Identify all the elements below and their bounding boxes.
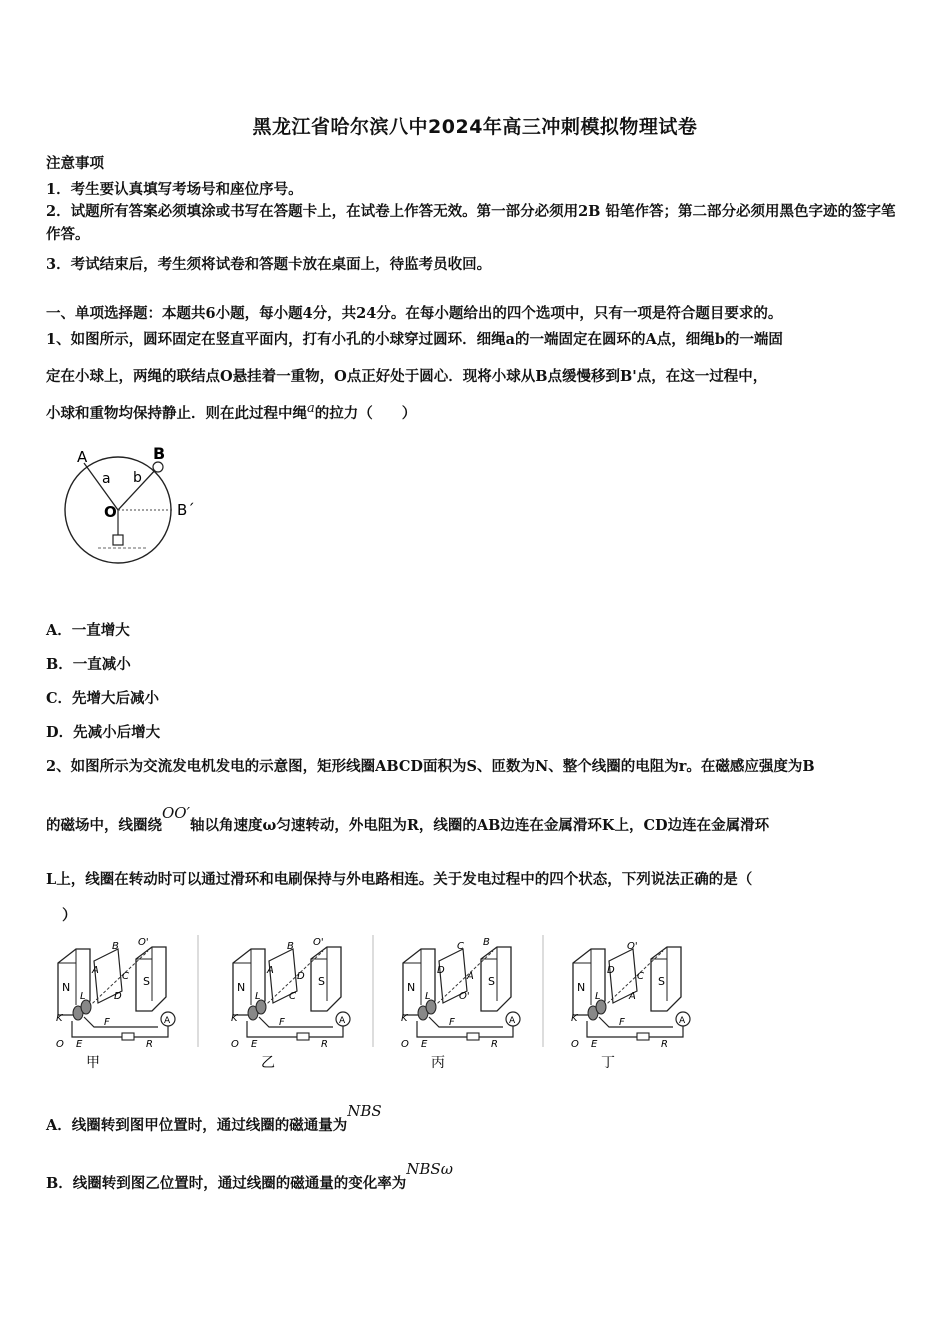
label-coil-1: A [92, 965, 99, 976]
q2-option-b [46, 1160, 453, 1193]
label-coil-1: D [437, 965, 445, 976]
label-top-1: O' [627, 941, 638, 952]
q2-option-a-formula: NBS [347, 1102, 382, 1120]
label-n: N [62, 981, 71, 994]
label-a: a [102, 471, 111, 487]
label-ammeter: A [509, 1016, 516, 1026]
label-l: L [425, 991, 431, 1002]
label-e: E [421, 1039, 428, 1050]
notice-item-2: 2．试题所有答案必须填涂或书写在答题卡上，在试卷上作答无效。第一部分必须用2B 铅笔作答；第二部分必须用黑色字迹的签字笔作答。 [46, 203, 896, 243]
magnet-south [311, 947, 341, 1011]
label-ammeter: A [339, 1016, 346, 1026]
label-o: O [571, 1039, 579, 1050]
q1-var-a: a [307, 401, 315, 416]
label-B-prime: B´ [177, 501, 195, 519]
label-coil-1: D [607, 965, 615, 976]
panel-caption: 乙 [261, 1055, 275, 1071]
circuit-wire [417, 1017, 513, 1037]
label-o: O [56, 1039, 64, 1050]
label-coil-3: A [629, 991, 636, 1002]
q1-line-3-pre: 小球和重物均保持静止．则在此过程中绳 [46, 404, 307, 422]
magnet-south [481, 947, 511, 1011]
slip-ring-l [596, 1000, 606, 1014]
q1-line-3-post: 的拉力（ ） [314, 404, 417, 422]
label-k: K [571, 1013, 578, 1024]
resistor [637, 1033, 649, 1040]
label-f: F [449, 1017, 455, 1028]
label-O: O [104, 503, 117, 521]
magnet-south [136, 947, 166, 1011]
label-l: L [595, 991, 601, 1002]
label-coil-2: D [297, 971, 305, 982]
generator-panel-yi [223, 935, 393, 1075]
label-n: N [577, 981, 586, 994]
circuit-wire [587, 1017, 683, 1037]
label-ammeter: A [164, 1016, 171, 1026]
q1-option-c: C．先增大后减小 [46, 690, 160, 707]
label-coil-3: D [114, 991, 122, 1002]
label-coil-2: C [637, 971, 644, 982]
label-top-1: C [457, 941, 464, 952]
label-o: O [231, 1039, 239, 1050]
label-f: F [619, 1017, 625, 1028]
slip-ring-l [81, 1000, 91, 1014]
label-b: b [133, 470, 142, 486]
label-l: L [255, 991, 261, 1002]
q1-line-1: 1、如图所示，圆环固定在竖直平面内，打有小孔的小球穿过圆环．细绳a的一端固定在圆环的A点，细绳b的一端固 [46, 331, 783, 348]
generator-panel-bing [393, 935, 563, 1075]
label-coil-2: C [122, 971, 129, 982]
label-s: S [143, 975, 150, 988]
label-coil-1: A [267, 965, 274, 976]
label-l: L [80, 991, 86, 1002]
panel-caption: 甲 [86, 1055, 100, 1071]
label-coil-2: A [467, 971, 474, 982]
label-B: B [153, 444, 166, 463]
panel-caption: 丙 [431, 1055, 445, 1071]
q2-line-2-post: 轴以角速度ω匀速转动，外电阻为R，线圈的AB边连在金属滑环K上，CD边连在金属滑环 [190, 816, 770, 834]
generator-panel-ding [563, 935, 733, 1075]
label-k: K [231, 1013, 238, 1024]
ball-b [153, 462, 163, 472]
label-e: E [591, 1039, 598, 1050]
q1-option-a: A．一直增大 [46, 622, 130, 639]
label-r: R [491, 1039, 498, 1050]
resistor [467, 1033, 479, 1040]
q2-line-2-pre: 的磁场中，线圈绕 [46, 816, 162, 834]
label-e: E [251, 1039, 258, 1050]
label-coil-3: O' [459, 991, 470, 1002]
resistor [297, 1033, 309, 1040]
label-k: K [56, 1013, 63, 1024]
label-n: N [237, 981, 246, 994]
slip-ring-l [426, 1000, 436, 1014]
weight-block [113, 535, 123, 545]
q2-line-3: L上，线圈在转动时可以通过滑环和电刷保持与外电路相连。关于发电过程中的四个状态，下列说法正确的是（ [46, 871, 753, 888]
magnet-south [651, 947, 681, 1011]
q2-line-2 [46, 804, 770, 835]
label-o: O [401, 1039, 409, 1050]
label-s: S [658, 975, 665, 988]
notice-heading: 注意事项 [46, 155, 104, 172]
q2-figure-row [48, 935, 908, 1075]
label-top-2: O' [313, 937, 324, 948]
q2-option-a [46, 1102, 382, 1135]
label-r: R [661, 1039, 668, 1050]
panel-caption: 丁 [601, 1055, 615, 1071]
q1-option-b: B．一直减小 [46, 656, 131, 673]
slip-ring-l [256, 1000, 266, 1014]
label-top-2: O' [138, 937, 149, 948]
q2-option-b-formula: NBSω [406, 1160, 453, 1178]
section-heading: 一、单项选择题：本题共6小题，每小题4分，共24分。在每小题给出的四个选项中，只有一项是符合题目要求的。 [46, 305, 783, 322]
label-top-1: B [287, 941, 294, 952]
q2-option-b-text: B．线圈转到图乙位置时，通过线圈的磁通量的变化率为 [46, 1174, 407, 1192]
q1-line-3 [46, 401, 416, 423]
label-f: F [279, 1017, 285, 1028]
label-top-2: B [483, 937, 490, 948]
label-r: R [146, 1039, 153, 1050]
circuit-wire [247, 1017, 343, 1037]
label-r: R [321, 1039, 328, 1050]
label-e: E [76, 1039, 83, 1050]
label-A: A [77, 448, 88, 466]
label-s: S [488, 975, 495, 988]
resistor [122, 1033, 134, 1040]
q2-var-oo: OO′ [162, 804, 191, 822]
q2-line-1: 2、如图所示为交流发电机发电的示意图，矩形线圈ABCD面积为S、匝数为N、整个线圈的电阻为r。在磁感应强度为B [46, 758, 815, 775]
notice-item-3: 3．考试结束后，考生须将试卷和答题卡放在桌面上，待监考员收回。 [46, 256, 492, 273]
label-ammeter: A [679, 1016, 686, 1026]
label-s: S [318, 975, 325, 988]
label-k: K [401, 1013, 408, 1024]
q2-option-a-text: A．线圈转到图甲位置时，通过线圈的磁通量为 [46, 1116, 348, 1134]
label-top-1: B [112, 941, 119, 952]
q1-figure [60, 440, 220, 575]
label-n: N [407, 981, 416, 994]
label-f: F [104, 1017, 110, 1028]
circuit-wire [72, 1017, 168, 1037]
q1-option-d: D．先减小后增大 [46, 724, 161, 741]
page-title: 黑龙江省哈尔滨八中2024年高三冲刺模拟物理试卷 [252, 116, 698, 138]
notice-item-1: 1．考生要认真填写考场号和座位序号。 [46, 181, 303, 198]
generator-panel-jia [48, 935, 218, 1075]
label-coil-3: C [289, 991, 296, 1002]
q2-line-4: ） [62, 907, 77, 924]
q1-line-2: 定在小球上，两绳的联结点O悬挂着一重物，O点正好处于圆心．现将小球从B点缓慢移到B'点，在这一过程中， [46, 368, 768, 385]
